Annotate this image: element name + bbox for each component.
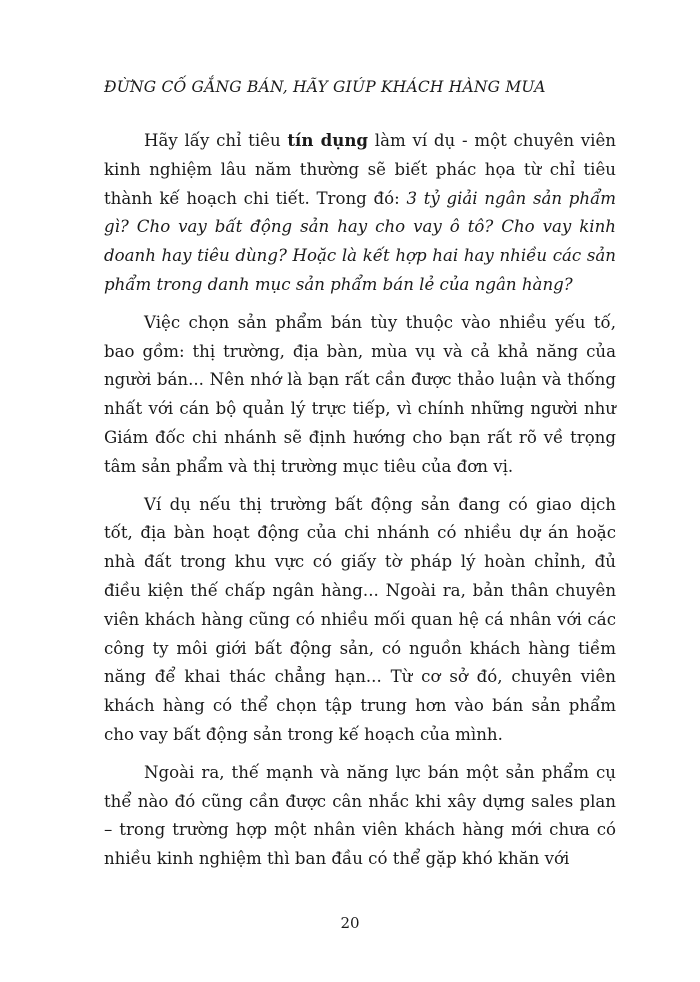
running-header: ĐỪNG CỐ GẮNG BÁN, HÃY GIÚP KHÁCH HÀNG MUA	[104, 78, 546, 96]
paragraph-1	[104, 126, 616, 300]
paragraph-1-italic-questions: 3 tỷ giải ngân sản phẩm gì? Cho vay bất động sản hay cho vay ô tô? Cho vay kinh doanh hay tiêu dùng? Hoặc là kết hợp hai hay nhiều các sản phẩm trong danh mục sản phẩm bán lẻ của ngân hàng?	[104, 188, 616, 294]
paragraph-1-body: làm ví dụ - một chuyên viên kinh nghiệm lâu năm thường sẽ biết phác họa từ chỉ tiêu thành kế hoạch chi tiết. Trong đó:	[104, 131, 616, 208]
paragraph-1-bold-term: tín dụng	[287, 130, 369, 150]
paragraph-4: Ngoài ra, thế mạnh và năng lực bán một sản phẩm cụ thể nào đó cũng cần được cân nhắc khi xây dựng sales plan – trong trường hợp một nhân viên khách hàng mới chưa có nhiều kinh nghiệm thì ban đầu có thể gặp khó khăn với	[104, 762, 616, 869]
paragraph-1-lead: Hãy lấy chỉ tiêu	[144, 131, 288, 150]
page-number: 20	[340, 914, 360, 932]
body-text	[104, 126, 616, 883]
paragraph-2: Việc chọn sản phẩm bán tùy thuộc vào nhiều yếu tố, bao gồm: thị trường, địa bàn, mùa vụ và cả khả năng của người bán... Nên nhớ là bạn rất cần được thảo luận và thống nhất với cán bộ quản lý trực tiếp, vì chính những người như Giám đốc chi nhánh sẽ định hướng cho bạn rất rõ về trọng tâm sản phẩm và thị trường mục tiêu của đơn vị.	[104, 312, 616, 476]
paragraph-3: Ví dụ nếu thị trường bất động sản đang có giao dịch tốt, địa bàn hoạt động của chi nhánh có nhiều dự án hoặc nhà đất trong khu vực có giấy tờ pháp lý hoàn chỉnh, đủ điều kiện thế chấp ngân hàng... Ngoài ra, bản thân chuyên viên khách hàng cũng có nhiều mối quan hệ cá nhân với các công ty môi giới bất động sản, có nguồn khách hàng tiềm năng để khai thác chẳng hạn... Từ cơ sở đó, chuyên viên khách hàng có thể chọn tập trung hơn vào bán sản phẩm cho vay bất động sản trong kế hoạch của mình.	[104, 494, 616, 744]
